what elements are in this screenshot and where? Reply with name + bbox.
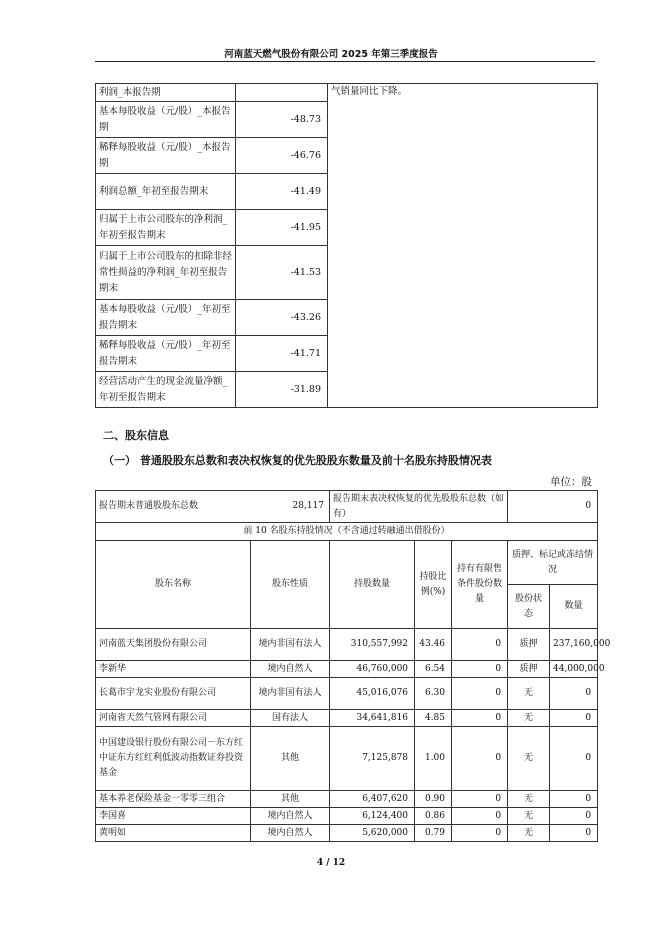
cell-ratio: 6.54 xyxy=(415,661,452,678)
header-status: 股份状态 xyxy=(508,585,550,629)
table-header-row xyxy=(96,541,598,585)
cell-restricted: 0 xyxy=(452,808,508,825)
cell-shares: 34,641,816 xyxy=(330,710,415,727)
cell-shares: 310,557,992 xyxy=(330,629,415,661)
row-value: -41.53 xyxy=(236,246,328,300)
preferred-shareholders-value: 0 xyxy=(508,491,598,523)
cell-restricted: 0 xyxy=(452,629,508,661)
cell-ratio: 43.46 xyxy=(415,629,452,661)
cell-status: 质押 xyxy=(508,661,550,678)
change-reason-note: 气销量同比下降。 xyxy=(328,84,598,408)
cell-name: 基本养老保险基金一零零三组合 xyxy=(96,791,251,808)
total-shareholders-label: 报告期末普通股股东总数 xyxy=(99,501,199,511)
table-row xyxy=(96,661,598,678)
cell-status: 无 xyxy=(508,710,550,727)
cell-nature: 境内非国有法人 xyxy=(251,678,330,710)
cell-quantity: 0 xyxy=(550,825,598,842)
section-title: 二、股东信息 xyxy=(103,429,169,442)
cell-shares: 7,125,878 xyxy=(330,727,415,791)
table-row xyxy=(96,727,598,791)
cell-quantity: 44,000,000 xyxy=(550,661,598,678)
cell-ratio: 6.30 xyxy=(415,678,452,710)
total-shareholders-value: 28,117 xyxy=(292,501,325,511)
table-row xyxy=(96,808,598,825)
cell-name: 河南省天然气管网有限公司 xyxy=(96,710,251,727)
cell-nature: 境内自然人 xyxy=(251,825,330,842)
cell-ratio: 0.90 xyxy=(415,791,452,808)
cell-restricted: 0 xyxy=(452,791,508,808)
cell-status: 无 xyxy=(508,791,550,808)
cell-quantity: 0 xyxy=(550,727,598,791)
row-value: -41.71 xyxy=(236,336,328,372)
shareholder-table xyxy=(95,490,611,842)
table-row xyxy=(96,678,598,710)
preferred-shareholders-label: 报告期末表决权恢复的优先股股东总数（如有） xyxy=(330,491,508,523)
row-label: 利润_本报告期 xyxy=(96,84,236,102)
row-value xyxy=(236,84,328,102)
row-label: 稀释每股收益（元/股）_本报告期 xyxy=(96,138,236,174)
cell-shares: 6,407,620 xyxy=(330,791,415,808)
cell-ratio: 1.00 xyxy=(415,727,452,791)
header-nature: 股东性质 xyxy=(251,541,330,629)
cell-quantity: 0 xyxy=(550,791,598,808)
subsection-title: （一） 普通股股东总数和表决权恢复的优先股股东数量及前十名股东持股情况表 xyxy=(103,454,492,467)
cell-name: 河南蓝天集团股份有限公司 xyxy=(96,629,251,661)
row-label: 经营活动产生的现金流量净额_年初至报告期末 xyxy=(96,372,236,408)
cell-ratio: 0.86 xyxy=(415,808,452,825)
cell-restricted: 0 xyxy=(452,710,508,727)
row-label: 稀释每股收益（元/股）_年初至报告期末 xyxy=(96,336,236,372)
unit-label: 单位：股 xyxy=(550,476,592,488)
row-label: 基本每股收益（元/股）_年初至报告期末 xyxy=(96,300,236,336)
cell-quantity: 0 xyxy=(550,678,598,710)
financial-change-table xyxy=(95,83,598,408)
cell-name: 李国喜 xyxy=(96,808,251,825)
total-shareholders-label-cell xyxy=(96,491,330,523)
cell-nature: 境内自然人 xyxy=(251,661,330,678)
top10-title: 前 10 名股东持股情况（不含通过转融通出借股份） xyxy=(96,523,598,541)
table-row xyxy=(96,84,598,102)
header-rule xyxy=(95,61,595,62)
page-number: 4 / 12 xyxy=(316,858,346,868)
cell-restricted: 0 xyxy=(452,727,508,791)
header-ratio: 持股比例(%) xyxy=(415,541,452,629)
cell-restricted: 0 xyxy=(452,678,508,710)
cell-nature: 国有法人 xyxy=(251,710,330,727)
cell-status: 无 xyxy=(508,678,550,710)
cell-shares: 5,620,000 xyxy=(330,825,415,842)
cell-quantity: 0 xyxy=(550,808,598,825)
cell-status: 无 xyxy=(508,727,550,791)
row-label: 归属于上市公司股东的净利润_年初至报告期末 xyxy=(96,210,236,246)
table-row xyxy=(96,523,598,541)
cell-shares: 45,016,076 xyxy=(330,678,415,710)
cell-quantity: 237,160,000 xyxy=(550,629,598,661)
table-row xyxy=(96,791,598,808)
cell-nature: 其他 xyxy=(251,727,330,791)
cell-status: 无 xyxy=(508,808,550,825)
header-restricted: 持有有限售条件股份数量 xyxy=(452,541,508,629)
table-row xyxy=(96,629,598,661)
table-row xyxy=(96,825,598,842)
row-label: 利润总额_年初至报告期末 xyxy=(96,174,236,210)
cell-nature: 其他 xyxy=(251,791,330,808)
row-value: -31.89 xyxy=(236,372,328,408)
table-row xyxy=(96,491,598,523)
row-value: -41.49 xyxy=(236,174,328,210)
cell-name: 黄明如 xyxy=(96,825,251,842)
header-quantity: 数量 xyxy=(550,585,598,629)
cell-shares: 6,124,400 xyxy=(330,808,415,825)
header-pledge-group: 质押、标记或冻结情况 xyxy=(508,541,598,585)
header-name: 股东名称 xyxy=(96,541,251,629)
cell-name: 中国建设银行股份有限公司－东方红中证东方红红利低波动指数证券投资基金 xyxy=(96,727,251,791)
cell-name: 李新华 xyxy=(96,661,251,678)
row-value: -43.26 xyxy=(236,300,328,336)
cell-nature: 境内自然人 xyxy=(251,808,330,825)
cell-restricted: 0 xyxy=(452,825,508,842)
row-value: -48.73 xyxy=(236,102,328,138)
cell-shares: 46,760,000 xyxy=(330,661,415,678)
row-value: -46.76 xyxy=(236,138,328,174)
row-label: 基本每股收益（元/股）_本报告期 xyxy=(96,102,236,138)
cell-restricted: 0 xyxy=(452,661,508,678)
cell-status: 无 xyxy=(508,825,550,842)
table-row xyxy=(96,710,598,727)
report-header-title: 河南蓝天燃气股份有限公司 2025 年第三季度报告 xyxy=(224,49,438,60)
row-label: 归属于上市公司股东的扣除非经常性损益的净利润_年初至报告期末 xyxy=(96,246,236,300)
cell-name: 长葛市宇龙实业股份有限公司 xyxy=(96,678,251,710)
row-value: -41.95 xyxy=(236,210,328,246)
cell-status: 质押 xyxy=(508,629,550,661)
cell-ratio: 0.79 xyxy=(415,825,452,842)
cell-nature: 境内非国有法人 xyxy=(251,629,330,661)
header-shares: 持股数量 xyxy=(330,541,415,629)
cell-quantity: 0 xyxy=(550,710,598,727)
cell-ratio: 4.85 xyxy=(415,710,452,727)
